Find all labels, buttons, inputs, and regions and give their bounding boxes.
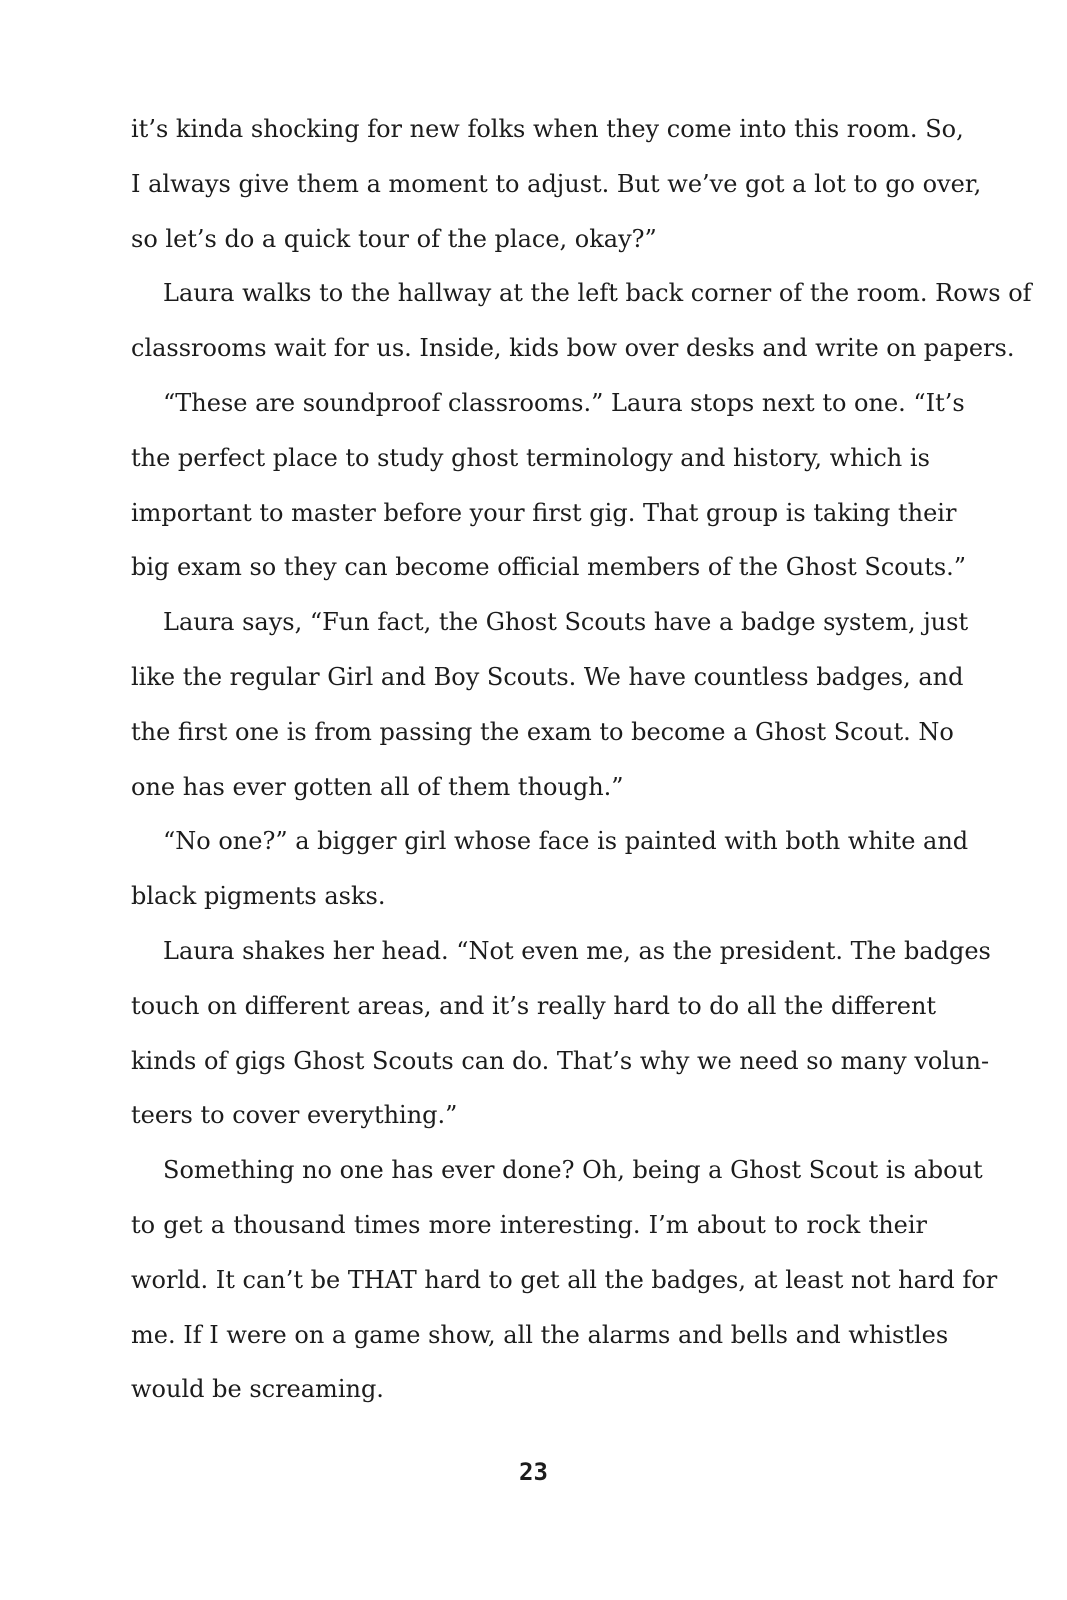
text-line: kinds of gigs Ghost Scouts can do. That’s why we need so many volun- <box>131 1046 990 1075</box>
text-line: Something no one has ever done? Oh, being a Ghost Scout is about <box>163 1156 983 1185</box>
text-line: teers to cover everything.” <box>131 1101 458 1130</box>
text-line: would be screaming. <box>131 1375 384 1404</box>
text-line: “No one?” a bigger girl whose face is painted with both white and <box>163 827 969 856</box>
text-line: I always give them a moment to adjust. But we’ve got a lot to go over, <box>131 169 982 198</box>
text-line: Laura walks to the hallway at the left back corner of the room. Rows of <box>163 279 1032 308</box>
body-text <box>131 102 1032 1417</box>
text-line: Laura shakes her head. “Not even me, as the president. The badges <box>163 936 991 965</box>
text-line: the perfect place to study ghost terminology and history, which is <box>131 443 930 472</box>
page-number: 23 <box>519 1458 548 1486</box>
text-line: me. If I were on a game show, all the alarms and bells and whistles <box>131 1320 949 1349</box>
text-line: one has ever gotten all of them though.” <box>131 772 624 801</box>
text-line: “These are soundproof classrooms.” Laura stops next to one. “It’s <box>163 388 965 417</box>
text-line: like the regular Girl and Boy Scouts. We have countless badges, and <box>131 662 964 691</box>
text-line: to get a thousand times more interesting. I’m about to rock their <box>131 1210 927 1239</box>
text-line: important to master before your first gig. That group is taking their <box>131 498 957 527</box>
text-line: touch on different areas, and it’s really hard to do all the different <box>131 991 937 1020</box>
text-line: the first one is from passing the exam to become a Ghost Scout. No <box>131 717 954 746</box>
text-line: black pigments asks. <box>131 882 386 911</box>
text-line: world. It can’t be THAT hard to get all the badges, at least not hard for <box>131 1265 998 1294</box>
text-line: big exam so they can become official members of the Ghost Scouts.” <box>131 553 967 582</box>
text-line: so let’s do a quick tour of the place, okay?” <box>131 224 657 253</box>
text-line: it’s kinda shocking for new folks when they come into this room. So, <box>131 115 964 143</box>
text-line: Laura says, “Fun fact, the Ghost Scouts have a badge system, just <box>163 608 969 637</box>
text-line: classrooms wait for us. Inside, kids bow over desks and write on papers. <box>131 334 1015 363</box>
